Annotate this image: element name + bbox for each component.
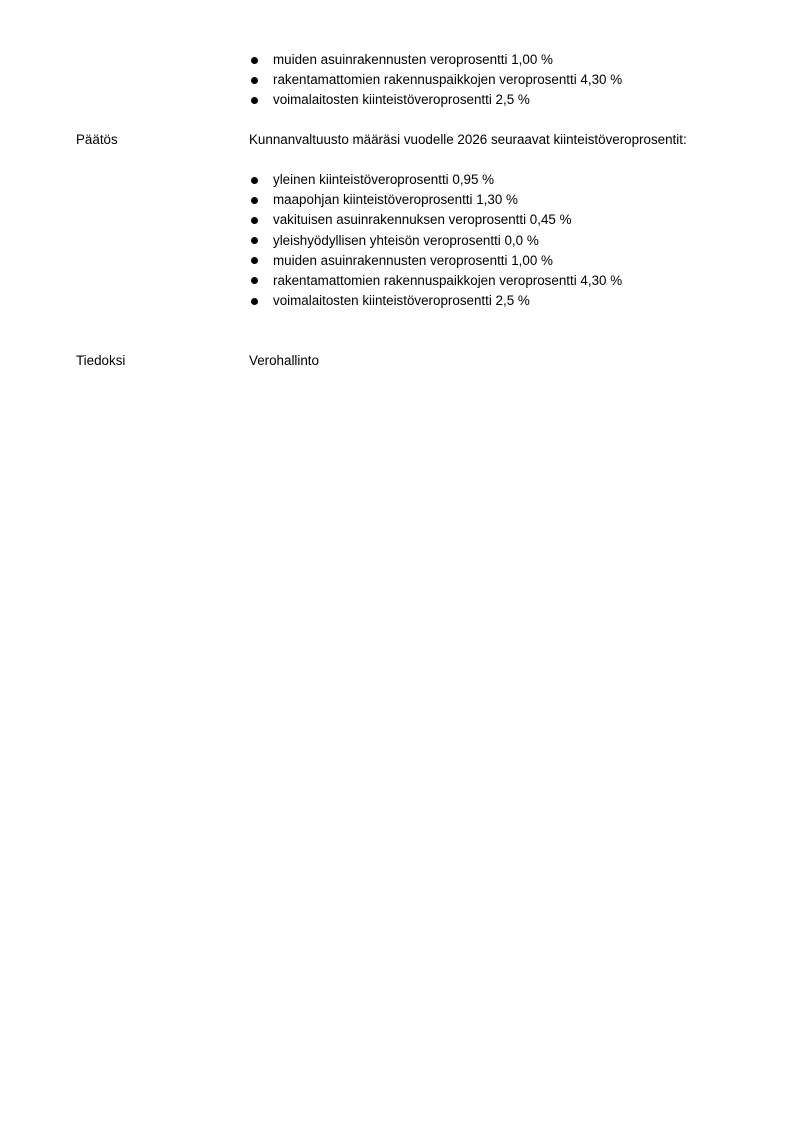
list-item-text: muiden asuinrakennusten veroprosentti 1,00 % bbox=[273, 52, 553, 67]
list-item-text: yleishyödyllisen yhteisön veroprosentti 0,0 % bbox=[273, 232, 539, 248]
list-item bbox=[249, 291, 769, 311]
bullet-icon bbox=[251, 77, 258, 84]
list-item-text: yleinen kiinteistöveroprosentti 0,95 % bbox=[273, 172, 495, 187]
notice-label: Tiedoksi bbox=[76, 353, 126, 368]
list-item-text: muiden asuinrakennusten veroprosentti 1,00 % bbox=[273, 252, 553, 268]
list-item-text: voimalaitosten kiinteistöveroprosentti 2,5 % bbox=[273, 293, 530, 309]
list-item bbox=[249, 50, 769, 70]
list-item bbox=[249, 90, 769, 110]
list-item bbox=[249, 251, 769, 271]
list-item-text: vakituisen asuinrakennuksen veroprosentti 0,45 % bbox=[273, 212, 572, 228]
bullet-icon bbox=[251, 197, 258, 204]
list-item bbox=[249, 271, 769, 291]
bullet-icon bbox=[251, 277, 258, 284]
bullet-icon bbox=[251, 97, 258, 104]
list-item-text: voimalaitosten kiinteistöveroprosentti 2,5 % bbox=[273, 92, 530, 108]
list-item bbox=[249, 190, 769, 210]
bullet-icon bbox=[251, 177, 258, 184]
bullet-icon bbox=[251, 57, 258, 64]
list-item bbox=[249, 231, 769, 251]
list-item-text: rakentamattomien rakennuspaikkojen veroprosentti 4,30 % bbox=[273, 272, 623, 288]
bullet-icon bbox=[251, 298, 258, 305]
bullet-icon bbox=[251, 257, 258, 264]
list-item-text: maapohjan kiinteistöveroprosentti 1,30 % bbox=[273, 192, 518, 208]
decision-tax-rate-list bbox=[249, 170, 769, 311]
list-item-text: rakentamattomien rakennuspaikkojen veroprosentti 4,30 % bbox=[273, 72, 623, 88]
list-item bbox=[249, 70, 769, 90]
list-item bbox=[249, 210, 769, 230]
decision-intro: Kunnanvaltuusto määräsi vuodelle 2026 seuraavat kiinteistöveroprosentit: bbox=[249, 132, 687, 147]
previous-tax-rate-list bbox=[249, 50, 769, 111]
bullet-icon bbox=[251, 237, 258, 244]
decision-label: Päätös bbox=[76, 132, 118, 147]
notice-recipient: Verohallinto bbox=[249, 353, 319, 368]
list-item bbox=[249, 170, 769, 190]
bullet-icon bbox=[251, 217, 258, 224]
